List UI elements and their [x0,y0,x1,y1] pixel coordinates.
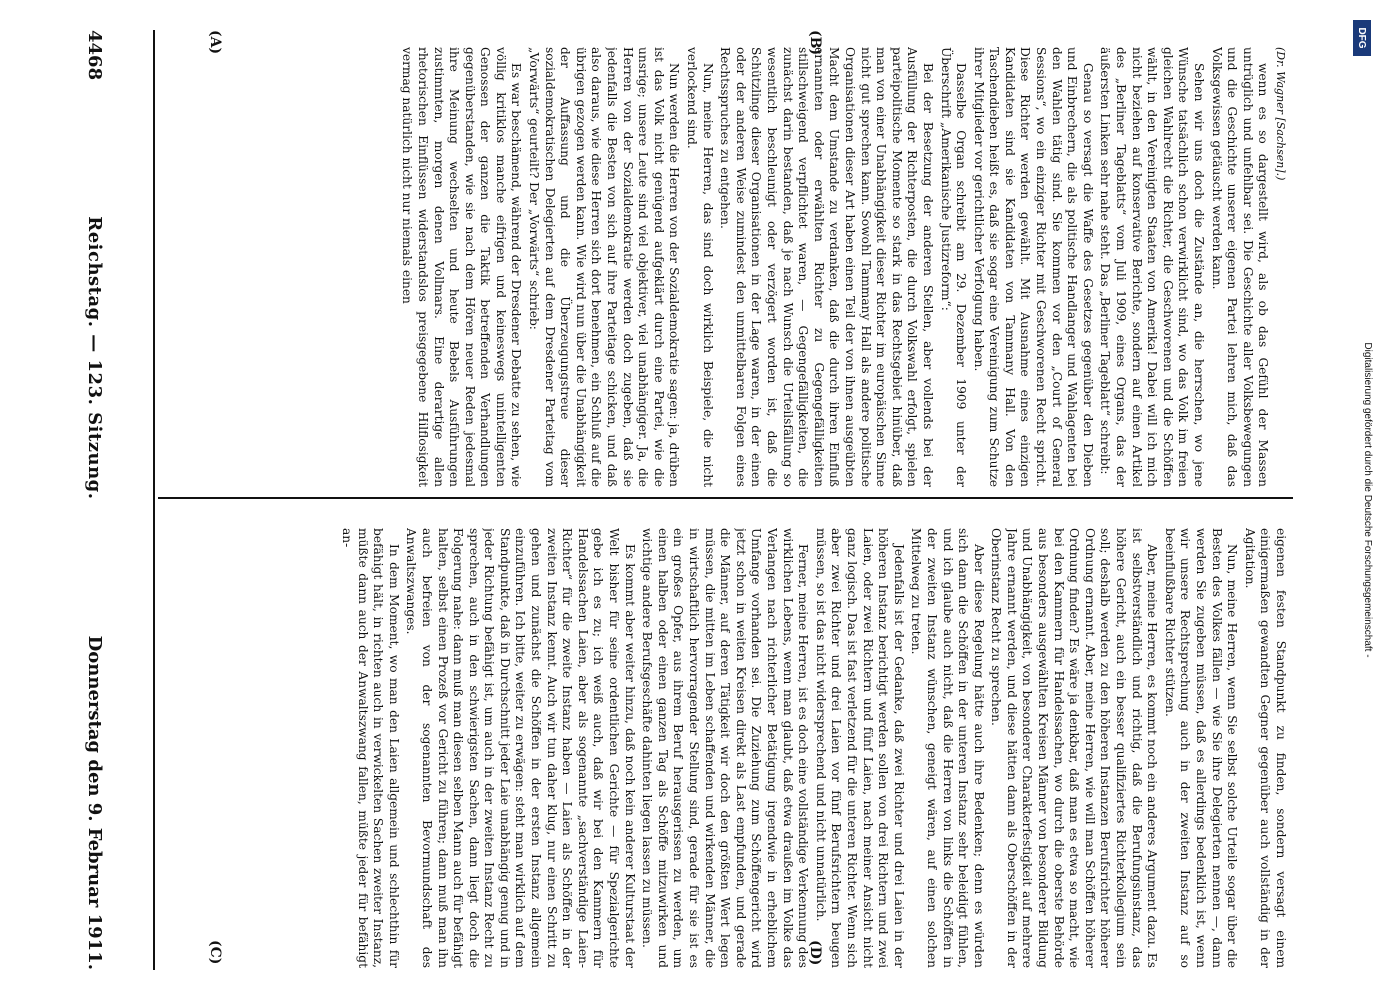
paragraph: Es kommt aber weiter hinzu, daß noch kein anderer Kulturstaat der Welt bisher für seine ordentlichen Gerichte — für Spezialgerichte gebe ich es zu; ich weiß auch, daß wir bei den Kammern für Handelssachen Laien, aber als sogenannte „sachverständige Laien-Richter“ für die zweite Instanz haben — Laien als Schöffen in der zweiten Instanz kennt. Auch wir tun daher klug, nur einen Schritt zu gehen und zunächst die Schöffen in der ersten Instanz allgemein einzuführen. Ich bitte, weiter zu erwägen: steht man wirklich auf dem Standpunkte, daß in Durchschnitt jeder Laie unabhängig genug und in jeder Richtung befähigt ist, um auch in der zweiten Instanz Recht zu sprechen, auch in den schwierigsten Sachen, dann liegt doch die Folgerung nahe: dann muß man diesen selben Mann auch für befähigt halten, selbst einen Prozeß vor Gericht zu führen; dann muß man ihn auch befreien von der sogenannten Bevormundschaft des Anwaltszwanges. [404,528,637,968]
left-column [163,47,1288,487]
margin-marker-a: (A) [207,30,223,55]
quote-paragraph: Genau so versagt die Waffe des Gesetzes gegenüber den Dieben und Einbrechern, die als politische Handlanger und Wahlagenten bei den Wahlen tätig sind. Sie kommen vor den „Court of General Sessions“, wo ein einziger Richter mit Geschworenen Recht spricht. Diese Richter werden gewählt. Mit Ausnahme eines einzigen Kandidaten sind sie Kandidaten von Tammany Hall. Von den Taschendieben heißt es, daß sie sogar eine Vereinigung zum Schutze ihrer Mitglieder vor gerichtlicher Verfolgung haben. [971,47,1095,487]
paragraph: Sehen wir uns doch die Zustände an, die herrschen, wo jene Wünsche tatsächlich schon verwirklicht sind, wo das Volk im freien gleichen Wahlrecht die Richter, die Geschworenen und die Schöffen wählt, in den Vereinigten Staaten von Amerika! Dabei will ich mich nicht beziehen auf konservative Berichte, sondern auf einen Artikel des „Berliner Tageblatts“ vom Juli 1909, eines Organs, das der äußersten Linken sehr nahe steht. Das „Berliner Tageblatt“ schreibt: [1098,47,1207,487]
paragraph: eigenen festen Standpunkt zu finden, sondern versagt einem einigermaßen gewandten Gegner gegenüber auch vollständig in der Agitation. [1242,528,1288,968]
dfg-logo: DFG [1353,20,1371,56]
paragraph: Jedenfalls ist der Gedanke, daß zwei Richter und drei Laien in der höheren Instanz berichtigt werden sollen von drei Richtern und zwei Laien, oder zwei Richtern und fünf Laien, nach meiner Ansicht nicht ganz logisch. Das ist fast verletzend für die unteren Richter. Wenn sich aber zwei Richter und drei Laien vor fünf Berufsrichtern beugen müssen, so ist das nicht widersprechend und nicht unnatürlich. [813,528,906,968]
paragraph: In dem Moment, wo man den Laien allgemein und schlechthin für befähigt hält, in richten auch in verwickelten Sachen zweiter Instanz, müßte dann auch der Anwaltszwang fallen, müßte jeder für befähigt an- [339,528,401,968]
paragraph: Nun werden die Herren von der Sozialdemokratie sagen: ja, drüben ist das Volk nicht genügend aufgeklärt durch eine Partei, wie die unsrige; unsere Leute sind viel objektiver, viel unabhängiger. Ja, die Herren von der Sozialdemokratie werden doch zugeben, daß sie jedenfalls die Besten von sich auf ihre Parteitage schicken, und daß also daraus, wie diese Herren sich dort benehmen, ein Schluß auf die übrigen gezogen werden kann. Wie wird nun über die Unabhängigkeit der Auffassung und die Überzeugungstreue dieser sozialdemokratischen Delegierten auf dem Dresdener Parteitag vom „Vorwärts“ geurteilt? Der „Vorwärts“ schrieb: [527,47,682,487]
digitization-note [1333,0,1373,1000]
quote-paragraph: Es war beschämend, während der Dresdener Debatte zu sehen, wie völlig kritiklos manche eifrigen und keineswegs unintelligenten Genossen der ganzen die Taktik betreffenden Verhandlungen gegenüberstanden, wie sie nach dem Hören neuer Reden jedesmal ihre Meinung wechselten und heute Bebels Ausführungen zustimmten, morgen denen Vollmars. Eine derartige allen rhetorischen Einflüssen widerstandslos preisgegebene Hilflosigkeit vermag natürlich nicht nur niemals einen [400,47,524,487]
paragraph: Nun, meine Herren, wenn Sie selbst solche Urteile sogar über die Besten des Volkes fällen — wie Sie ihre Delegierten nennen —, dann werden Sie zugeben müssen, daß es allerdings bedenklich ist, wenn wir unsere Rechtsprechung auch in der zweiten Instanz auf so beeinflußbare Richter stützen. [1162,528,1240,968]
paragraph: Dasselbe Organ schreibt am 29. Dezember 1909 unter der Überschrift „Amerikanische Justizreform“: [938,47,969,487]
paragraph: Nun, meine Herren, das sind doch wirklich Beispiele, die nicht verlockend sind. [685,47,715,487]
quote-paragraph: Bei der Besetzung der anderen Stellen, aber vollends bei der Ausfüllung der Richterposten, die durch Volkswahl erfolgt, spielen parteipolitische Momente so stark in das Rechtsgebiet hinüber, daß man von einer Unabhängigkeit dieser Richter im europäischen Sinne nicht gut sprechen kann. Sowohl Tammany Hall als andere politische Organisationen dieser Art haben einen Teil der von ihnen ausgeübten Macht dem Umstande zu verdanken, daß die durch ihren Einfluß ernannten oder erwählten Richter zu Gegengefälligkeiten stillschweigend verpflichtet waren, — Gegengefälligkeiten, die zunächst darin bestanden, daß je nach Wunsch die Urteilsfällung so wesentlich beschleunigt oder verzögert worden ist, daß die Schützlinge dieser Organisationen in der Lage waren, in der einen oder der anderen Weise zumindest den unmittelbaren Folgen eines Rechtsspruches zu entgehen. [718,47,935,487]
session-title: Reichstag. — 123. Sitzung. [84,216,106,500]
paragraph: Aber, meine Herren, es kommt noch ein anderes Argument dazu. Es ist selbstverständlich und richtig, daß die Berufungsinstanz, das höhere Gericht, auch ein besser qualifiziertes Richterkollegium sein soll; deshalb werden zu den höheren Instanzen Berufsrichter höherer Ordnung ernannt. Aber, meine Herren, wie will man Schöffen höherer Ordnung finden? Es wäre ja denkbar, daß man es etwa so macht, wie bei den Kammern für Handelssachen, wo durch die oberste Behörde aus besonders ausgewählten Kreisen Männer von besonderer Bildung und Unabhängigkeit, von besonderer Charakterfestigkeit auf mehrere Jahre ernannt werden, und diese hätten dann als Oberschöffen in der Oberinstanz Recht zu sprechen. [989,528,1160,968]
margin-marker-d: (D) [807,940,823,966]
digitization-text: Digitalisierung gefördert durch die Deutsche Forschungsgemeinschaft - [1362,342,1373,658]
session-date: Donnerstag den 9. Februar 1911. [84,635,106,970]
margin-marker-b: (B) [807,30,823,56]
speaker-reference: (Dr. Wagner [Sachsen].) [1274,47,1287,181]
paragraph: Ferner, meine Herren, ist es doch eine vollständige Verkennung des wirklichen Lebens, wenn man glaubt, daß etwa draußen im Volke das Verlangen nach richterlicher Betätigung irgendwie in erheblichem Umfange vorhanden sei. Die Zuziehung zum Schöffengericht wird jetzt schon in weiten Kreisen direkt als Last empfunden, und gerade die Männer, auf deren Tätigkeit wir doch den größten Wert legen müssen, die mitten im Leben schaffenden und wirkenden Männer, die in wirtschaftlich hervorragender Stellung sind, gerade für sie ist es ein großes Opfer, aus ihrem Beruf herausgerissen zu werden, um einen halben oder einen ganzen Tag als Schöffe mitzuwirken und wichtige andere Berufsgeschäfte dahinten liegen lassen zu müssen. [640,528,811,968]
paragraph: wenn es so dargestellt wird, als ob das Gefühl der Massen untrüglich und unfehlbar sei. Die Geschichte aller Volksbewegungen und die Geschichte unserer eigenen Partei lehren mich, daß das Volksgewissen getäuscht werden kann. [1209,47,1271,487]
margin-marker-c: (C) [207,940,223,965]
header-rule [153,30,155,970]
page-number: 4468 [84,30,106,81]
page-header [65,30,125,970]
column-divider [158,497,1293,499]
right-column [163,528,1288,968]
paragraph: Aber diese Regelung hätte auch ihre Bedenken; denn es würden sich dann die Schöffen in der unteren Instanz sehr beleidigt fühlen, und ich glaube auch nicht, daß die Herren von links die Schöffen in der zweiten Instanz wünschen, geneigt wären, auf einen solchen Mittelweg zu treten. [909,528,986,968]
